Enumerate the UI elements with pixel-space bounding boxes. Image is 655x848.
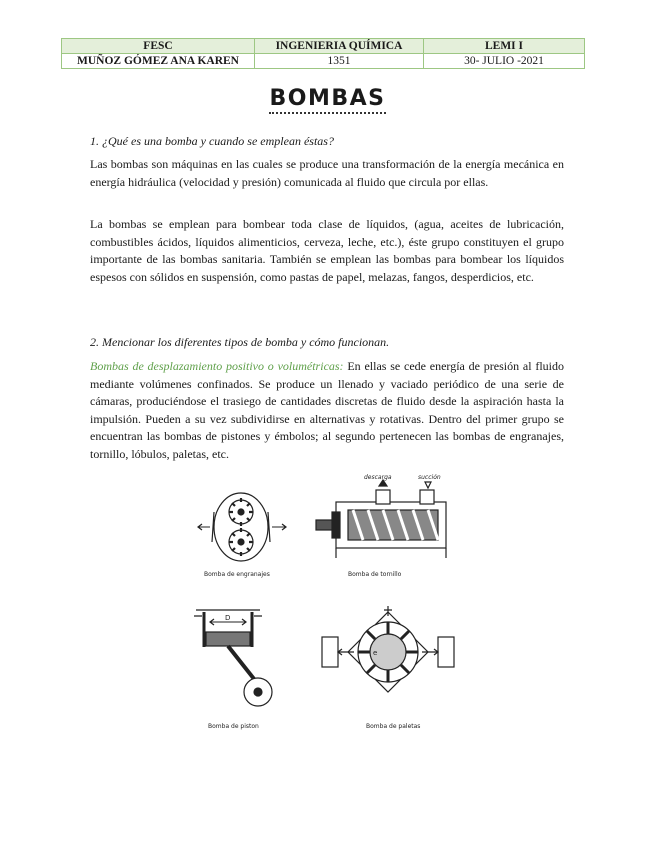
header-row xyxy=(62,39,585,54)
header-student-name: MUÑOZ GÓMEZ ANA KAREN xyxy=(62,54,255,69)
piston-pump-diagram xyxy=(194,610,272,706)
vane-pump-diagram xyxy=(322,606,454,692)
question-1: 1. ¿Qué es una bomba y cuando se emplean éstas? xyxy=(90,134,334,148)
term-positive-displacement: Bombas de desplazamiento positivo o volumétricas: xyxy=(90,359,344,373)
question-2: 2. Mencionar los diferentes tipos de bomba y cómo funcionan. xyxy=(90,335,390,349)
vane-eccentricity-label: e xyxy=(373,649,378,657)
header-course: LEMI I xyxy=(424,39,585,54)
header-career: INGENIERIA QUÍMICA xyxy=(255,39,424,54)
piston-diameter-label: D xyxy=(225,614,231,622)
screw-discharge-label: descarga xyxy=(364,474,392,481)
paragraph-3 xyxy=(90,358,564,464)
pump-figures xyxy=(188,472,466,734)
screw-suction-label: succión xyxy=(418,474,441,481)
piston-pump-label: Bomba de piston xyxy=(208,723,259,730)
screw-pump-diagram xyxy=(316,480,446,558)
gear-pump-diagram xyxy=(198,493,286,561)
header-row xyxy=(62,54,585,69)
header-group: 1351 xyxy=(255,54,424,69)
header-date: 30- JULIO -2021 xyxy=(424,54,585,69)
paragraph-1: Las bombas son máquinas en las cuales se produce una transformación de la energía mecánica en energía hidráulica (velocidad y presión) comunicada al fluido que circula por ellas. xyxy=(90,157,564,189)
header-table xyxy=(61,38,585,69)
paragraph-3-text: En ellas se cede energía de presión al fluido mediante volúmenes confinados. Se produce un llenado y vaciado periódico de una serie de cámaras, produciéndose el trasiego de cantidades discretas de fluido desde la aspiración hasta la impulsión. Pueden a su vez subdividirse en alternativas y rotativas. Dentro del primer grupo se encuentran las bombas de pistones y émbolos; al segundo pertenecen las bombas de engranajes, tornillo, lóbulos, paletas, etc. xyxy=(90,359,564,461)
page-title: BOMBAS xyxy=(0,86,655,111)
header-institution: FESC xyxy=(62,39,255,54)
gear-pump-label: Bomba de engranajes xyxy=(204,571,270,578)
pump-diagrams xyxy=(188,472,466,734)
paragraph-2: La bombas se emplean para bombear toda clase de líquidos, (agua, aceites de lubricación, combustibles ácidos, líquidos alimenticios, cerveza, leche, etc.), éste grupo constituyen el grupo importante de las bombas sanitaria. También se emplean las bombas para bombear los líquidos espesos con sólidos en suspensión, como pastas de papel, melazas, fangos, desperdicios, etc. xyxy=(90,217,564,284)
vane-pump-label: Bomba de paletas xyxy=(366,723,421,730)
screw-pump-label: Bomba de tornillo xyxy=(348,571,402,578)
